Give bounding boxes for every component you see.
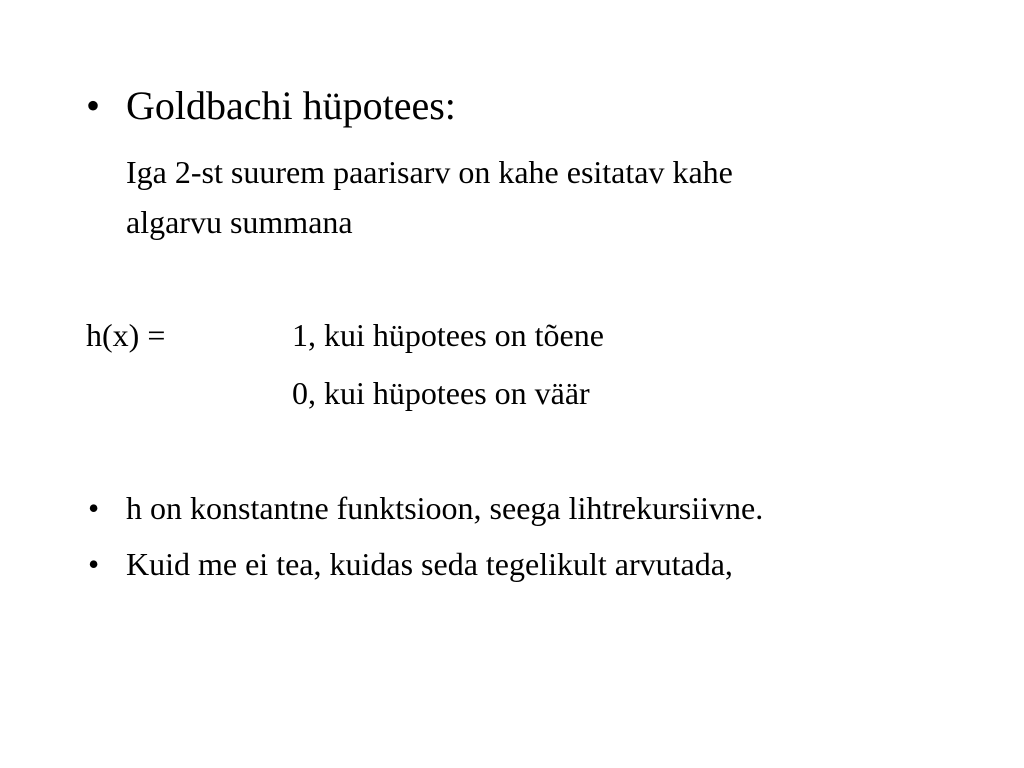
goldbach-statement-line1: Iga 2-st suurem paarisarv on kahe esitatav kahe <box>126 154 733 190</box>
bullet-item: h on konstantne funktsioon, seega lihtrekursiivne. <box>126 490 764 526</box>
function-case-false: 0, kui hüpotees on väär <box>292 375 590 411</box>
bullet-marker: • <box>86 83 101 128</box>
function-lhs: h(x) = <box>86 317 166 353</box>
goldbach-heading: Goldbachi hüpotees: <box>126 83 456 128</box>
function-case-true: 1, kui hüpotees on tõene <box>292 317 604 353</box>
bullet-item: Kuid me ei tea, kuidas seda tegelikult arvutada, <box>126 546 733 582</box>
bullet-marker: • <box>88 490 100 526</box>
goldbach-statement-line2: algarvu summana <box>126 204 353 240</box>
bullet-marker: • <box>88 546 100 582</box>
